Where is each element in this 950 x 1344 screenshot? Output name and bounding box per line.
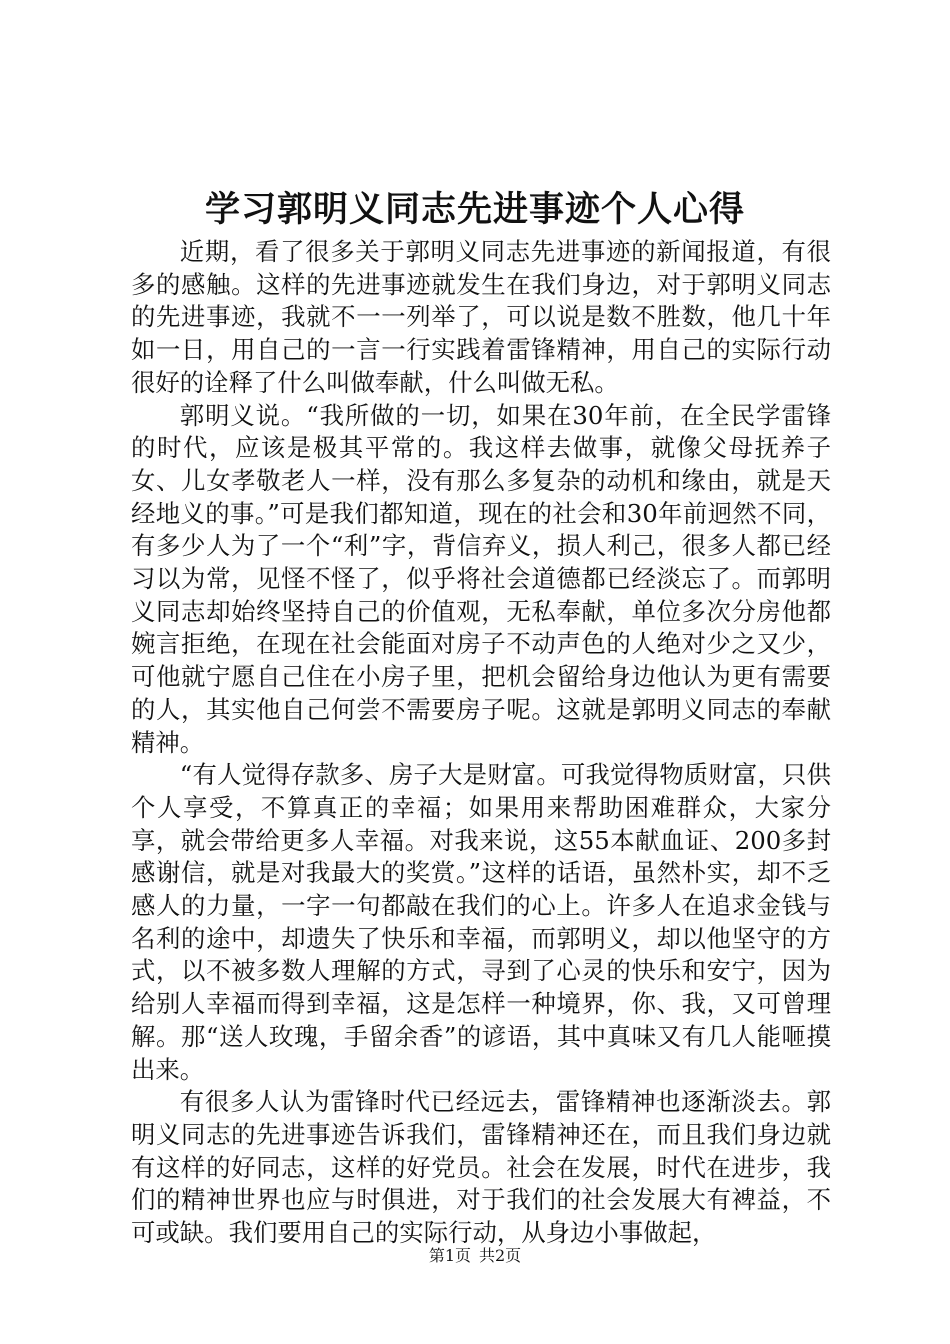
page-title: 学习郭明义同志先进事迹个人心得 [204, 189, 745, 230]
page-number-current: 第1页 [428, 1246, 471, 1265]
paragraph-2: 郭明义说。“我所做的一切，如果在30年前，在全民学雷锋的时代，应该是极其平常的。我这样去做事，就像父母抚养子女、儿女孝敬老人一样，没有那么多复杂的动机和缘由，就是天经地义的事。”可是我们都知道，现在的社会和30年前迥然不同，有多少人为了一个“利”字，背信弃义，损人利己，很多人都已经习以为常，见怪不怪了，似乎将社会道德都已经淡忘了。而郭明义同志却始终坚持自己的价值观，无私奉献，单位多次分房他都婉言拒绝，在现在社会能面对房子不动声色的人绝对少之又少，可他就宁愿自己住在小房子里，把机会留给身边他认为更有需要的人，其实他自己何尝不需要房子呢。这就是郭明义同志的奉献精神。 [131, 400, 831, 757]
paragraph-1: 近期，看了很多关于郭明义同志先进事迹的新闻报道，有很多的感触。这样的先进事迹就发生在我们身边，对于郭明义同志的先进事迹，我就不一一列举了，可以说是数不胜数，他几十年如一日，用自己的一言一行实践着雷锋精神，用自己的实际行动很好的诠释了什么叫做奉献，什么叫做无私。 [131, 237, 831, 397]
paragraph-4: 有很多人认为雷锋时代已经远去，雷锋精神也逐渐淡去。郭明义同志的先进事迹告诉我们，雷锋精神还在，而且我们身边就有这样的好同志，这样的好党员。社会在发展，时代在进步，我们的精神世界也应与时俱进，对于我们的社会发展大有裨益，不可或缺。我们要用自己的实际行动，从身边小事做起， [131, 1087, 831, 1248]
document-body [131, 236, 831, 1250]
page-footer [0, 1244, 950, 1268]
paragraph-3: “有人觉得存款多、房子大是财富。可我觉得物质财富，只供个人享受，不算真正的幸福；如果用来帮助困难群众，大家分享，就会带给更多人幸福。对我来说，这55本献血证、200多封感谢信，就是对我最大的奖赏。”这样的话语，虽然朴实，却不乏感人的力量，一字一句都敲在我们的心上。许多人在追求金钱与名利的途中，却遗失了快乐和幸福，而郭明义，却以他坚守的方式，以不被多数人理解的方式，寻到了心灵的快乐和安宁，因为给别人幸福而得到幸福，这是怎样一种境界，你、我，又可曾理解。那“送人玫瑰，手留余香”的谚语，其中真味又有几人能咂摸出来。 [131, 760, 831, 1084]
page-number-total: 共2页 [479, 1246, 522, 1265]
